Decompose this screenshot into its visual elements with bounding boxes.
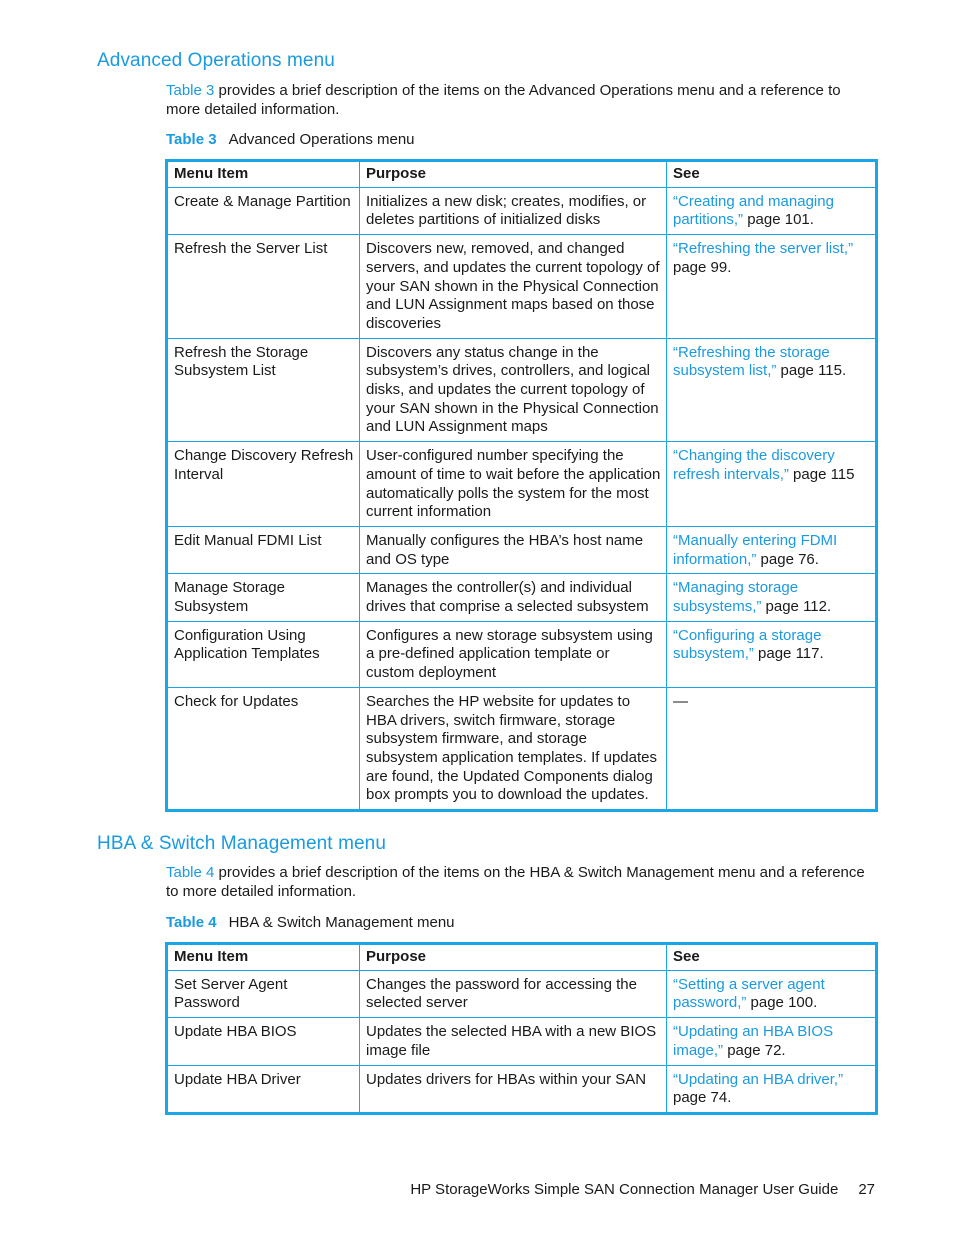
cell-menu-item: Check for Updates (167, 687, 360, 810)
table-caption-text: HBA & Switch Management menu (228, 914, 455, 931)
cell-purpose: User-configured number specifying the amount of time to wait before the application automatically polls the system for the most current information (360, 442, 667, 527)
table-row (167, 687, 877, 810)
cross-reference-link[interactable]: “Creating and managing partitions,” (673, 192, 834, 229)
cell-see (667, 526, 877, 573)
intro-text: provides a brief description of the items on the Advanced Operations menu and a reference to more detailed information. (166, 82, 841, 118)
cross-reference-page: page 112. (761, 598, 832, 616)
cell-purpose: Discovers new, removed, and changed servers, and updates the current topology of your SAN shown in the Physical Connection and LUN Assignment maps based on those discoveries (360, 235, 667, 339)
table-row (167, 526, 877, 573)
footer-document-title: HP StorageWorks Simple SAN Connection Manager User Guide (410, 1181, 839, 1198)
cell-purpose: Initializes a new disk; creates, modifies, or deletes partitions of initialized disks (360, 187, 667, 234)
cross-reference-link[interactable]: “Refreshing the server list,” (673, 240, 854, 258)
table-row (167, 235, 877, 339)
cell-purpose: Updates the selected HBA with a new BIOS image file (360, 1018, 667, 1065)
column-header-see: See (667, 161, 877, 188)
cell-menu-item: Manage Storage Subsystem (167, 574, 360, 621)
cross-reference-link[interactable]: “Manually entering FDMI information,” (673, 531, 838, 568)
cross-reference-page: page 115 (788, 465, 855, 483)
cross-reference-link[interactable]: “Updating an HBA BIOS image,” (673, 1023, 834, 1059)
cross-reference-link[interactable]: “Refreshing the storage subsystem list,” (673, 343, 830, 380)
cell-purpose: Manually configures the HBA’s host name and OS type (360, 526, 667, 573)
table-header-row (167, 944, 877, 971)
section-intro-hba-switch-management (166, 863, 874, 901)
cell-see (667, 970, 877, 1017)
section-heading-advanced-operations: Advanced Operations menu (97, 50, 335, 71)
cell-purpose: Discovers any status change in the subsystem’s drives, controllers, and logical disks, and updates the current topology of your SAN shown in the Physical Connection and LUN Assignment maps (360, 338, 667, 442)
table-row (167, 621, 877, 687)
cell-see (667, 687, 877, 810)
cell-purpose: Manages the controller(s) and individual drives that comprise a selected subsystem (360, 574, 667, 621)
hba-switch-management-table (165, 942, 878, 1115)
cross-reference-link[interactable]: “Configuring a storage subsystem,” (673, 626, 822, 663)
page-footer (410, 1180, 875, 1199)
cell-menu-item: Set Server Agent Password (167, 970, 360, 1017)
cell-see (667, 442, 877, 527)
table-row (167, 1065, 877, 1113)
table-label: Table 3 (166, 131, 217, 148)
cell-see (667, 338, 877, 442)
column-header-purpose: Purpose (360, 944, 667, 971)
cell-see (667, 574, 877, 621)
page-number: 27 (858, 1181, 875, 1198)
cross-reference-page: page 115. (776, 362, 847, 380)
cross-reference-page: page 72. (723, 1041, 786, 1059)
column-header-see: See (667, 944, 877, 971)
cell-menu-item: Change Discovery Refresh Interval (167, 442, 360, 527)
cell-menu-item: Edit Manual FDMI List (167, 526, 360, 573)
cross-reference-link[interactable]: “Managing storage subsystems,” (673, 579, 799, 616)
cell-menu-item: Configuration Using Application Templates (167, 621, 360, 687)
cell-purpose: Updates drivers for HBAs within your SAN (360, 1065, 667, 1113)
cross-reference-page: page 101. (743, 211, 814, 229)
cell-purpose: Configures a new storage subsystem using a pre-defined application template or custom deployment (360, 621, 667, 687)
table-row (167, 338, 877, 442)
cell-see (667, 235, 877, 339)
advanced-operations-table (165, 159, 878, 812)
cross-reference-link[interactable]: “Updating an HBA driver,” (673, 1070, 844, 1088)
cross-reference-page: page 117. (753, 645, 824, 663)
cross-reference-link[interactable]: “Setting a server agent password,” (673, 975, 825, 1012)
cross-reference-page: page 76. (756, 550, 819, 568)
table-row (167, 1018, 877, 1065)
cell-menu-item: Update HBA BIOS (167, 1018, 360, 1065)
cell-see (667, 621, 877, 687)
cross-reference-page: page 99. (673, 258, 732, 276)
table-row (167, 574, 877, 621)
table-caption-text: Advanced Operations menu (228, 131, 415, 148)
table-3-caption (166, 130, 415, 149)
table-4-reference-link[interactable]: Table 4 (166, 864, 215, 881)
section-heading-hba-switch-management: HBA & Switch Management menu (97, 833, 386, 854)
cross-reference-page: page 100. (746, 994, 818, 1012)
column-header-menu-item: Menu Item (167, 944, 360, 971)
table-3-reference-link[interactable]: Table 3 (166, 82, 215, 99)
table-4-caption (166, 913, 455, 932)
cell-menu-item: Refresh the Server List (167, 235, 360, 339)
cell-purpose: Changes the password for accessing the selected server (360, 970, 667, 1017)
cell-menu-item: Create & Manage Partition (167, 187, 360, 234)
cell-menu-item: Refresh the Storage Subsystem List (167, 338, 360, 442)
cross-reference-link[interactable]: “Changing the discovery refresh intervals,” (673, 447, 835, 483)
table-label: Table 4 (166, 914, 217, 931)
table-row (167, 970, 877, 1017)
cross-reference-page: page 74. (673, 1089, 732, 1107)
column-header-purpose: Purpose (360, 161, 667, 188)
cell-see (667, 1018, 877, 1065)
table-row (167, 187, 877, 234)
column-header-menu-item: Menu Item (167, 161, 360, 188)
table-row (167, 442, 877, 527)
cell-see (667, 1065, 877, 1113)
cross-reference-page: — (673, 692, 688, 710)
intro-text: provides a brief description of the items on the HBA & Switch Management menu and a reference to more detailed information. (166, 864, 865, 900)
table-header-row (167, 161, 877, 188)
cell-purpose: Searches the HP website for updates to HBA drivers, switch firmware, storage subsystem firmware, and storage subsystem application templates. If updates are found, the Updated Components dialog box prompts you to download the updates. (360, 687, 667, 810)
section-intro-advanced-operations (166, 81, 874, 119)
cell-menu-item: Update HBA Driver (167, 1065, 360, 1113)
cell-see (667, 187, 877, 234)
